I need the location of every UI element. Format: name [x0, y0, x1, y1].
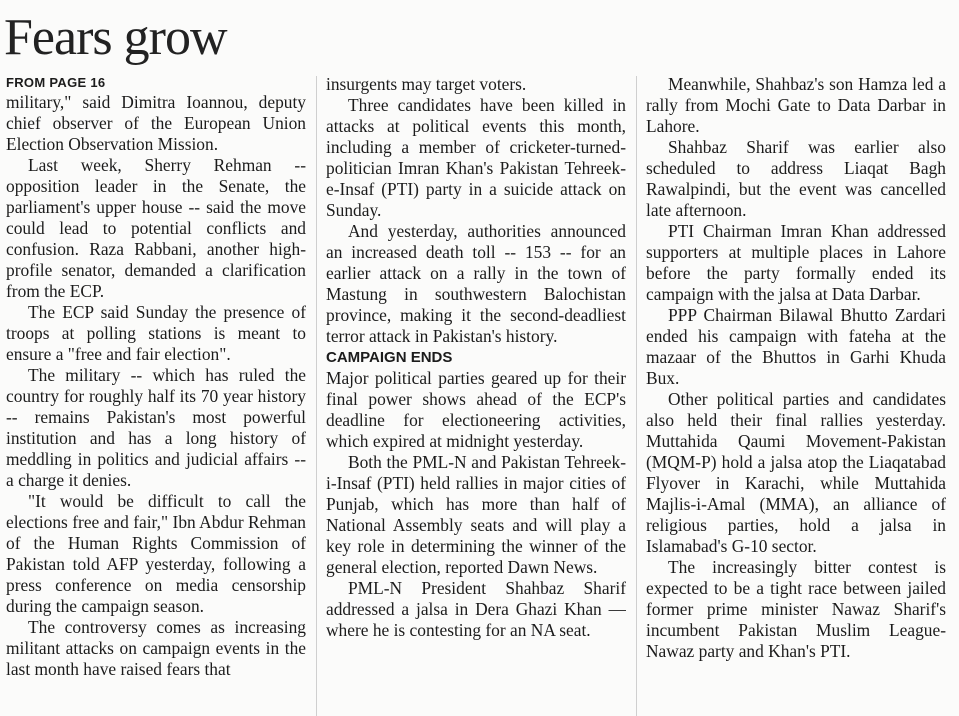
article-column-2 — [326, 74, 626, 716]
paragraph: "It would be difficult to call the elections free and fair," Ibn Abdur Rehman of the Human Rights Commission of Pakistan told AFP yesterday, following a press conference on media censorship during the campaign season. — [6, 491, 306, 616]
paragraph: And yesterday, authorities announced an increased death toll -- 153 -- for an earlier attack on a rally in the town of Mastung in southwestern Balochistan province, making it the second-deadliest terror attack in Pakistan's history. — [326, 221, 626, 346]
paragraph: Three candidates have been killed in attacks at political events this month, including a member of cricketer-turned-politician Imran Khan's Pakistan Tehreek-e-Insaf (PTI) party in a suicide attack on Sunday. — [326, 95, 626, 220]
paragraph: PPP Chairman Bilawal Bhutto Zardari ended his campaign with fateha at the mazaar of the Bhuttos in Garhi Khuda Bux. — [646, 305, 946, 388]
paragraph: Shahbaz Sharif was earlier also scheduled to address Liaqat Bagh Rawalpindi, but the event was cancelled late afternoon. — [646, 137, 946, 220]
headline: Fears grow — [4, 9, 227, 66]
paragraph: Last week, Sherry Rehman -- opposition leader in the Senate, the parliament's upper house -- said the move could lead to potential conflicts and confusion. Raza Rabbani, another high-profile senator, demanded a clarification from the ECP. — [6, 155, 306, 301]
paragraph: PML-N President Shahbaz Sharif addressed a jalsa in Dera Ghazi Khan — where he is contesting for an NA seat. — [326, 578, 626, 640]
article-column-3 — [646, 74, 946, 716]
paragraph: insurgents may target voters. — [326, 74, 527, 94]
continuation-label: FROM PAGE 16 — [6, 75, 106, 90]
column-divider — [316, 76, 317, 716]
paragraph: Meanwhile, Shahbaz's son Hamza led a rally from Mochi Gate to Data Darbar in Lahore. — [646, 74, 946, 136]
paragraph: Major political parties geared up for their final power shows ahead of the ECP's deadline for electioneering activities, which expired at midnight yesterday. — [326, 368, 626, 451]
paragraph: The controversy comes as increasing militant attacks on campaign events in the last month have raised fears that — [6, 617, 306, 679]
column-divider — [636, 76, 637, 716]
paragraph: PTI Chairman Imran Khan addressed supporters at multiple places in Lahore before the party formally ended its campaign with the jalsa at Data Darbar. — [646, 221, 946, 304]
paragraph: Other political parties and candidates also held their final rallies yesterday. Muttahida Qaumi Movement-Pakistan (MQM-P) hold a jalsa atop the Liaqatabad Flyover in Karachi, while Muttahida Majlis-i-Amal (MMA), an alliance of religious parties, hold a jalsa in Islamabad's G-10 sector. — [646, 389, 946, 556]
article-column-1 — [6, 74, 306, 716]
paragraph: Both the PML-N and Pakistan Tehreek-i-Insaf (PTI) held rallies in major cities of Punjab, which has more than half of National Assembly seats and will play a key role in determining the winner of the general election, reported Dawn News. — [326, 452, 626, 577]
paragraph: The military -- which has ruled the country for roughly half its 70 year history -- remains Pakistan's most powerful institution and has a long history of meddling in politics and judicial affairs -- a charge it denies. — [6, 365, 306, 490]
paragraph: The increasingly bitter contest is expected to be a tight race between jailed former prime minister Nawaz Sharif's incumbent Pakistan Muslim League-Nawaz party and Khan's PTI. — [646, 557, 946, 661]
paragraph: military," said Dimitra Ioannou, deputy chief observer of the European Union Election Observation Mission. — [6, 92, 306, 154]
section-subhead: CAMPAIGN ENDS — [326, 349, 453, 366]
paragraph: The ECP said Sunday the presence of troops at polling stations is meant to ensure a "free and fair election". — [6, 302, 306, 364]
